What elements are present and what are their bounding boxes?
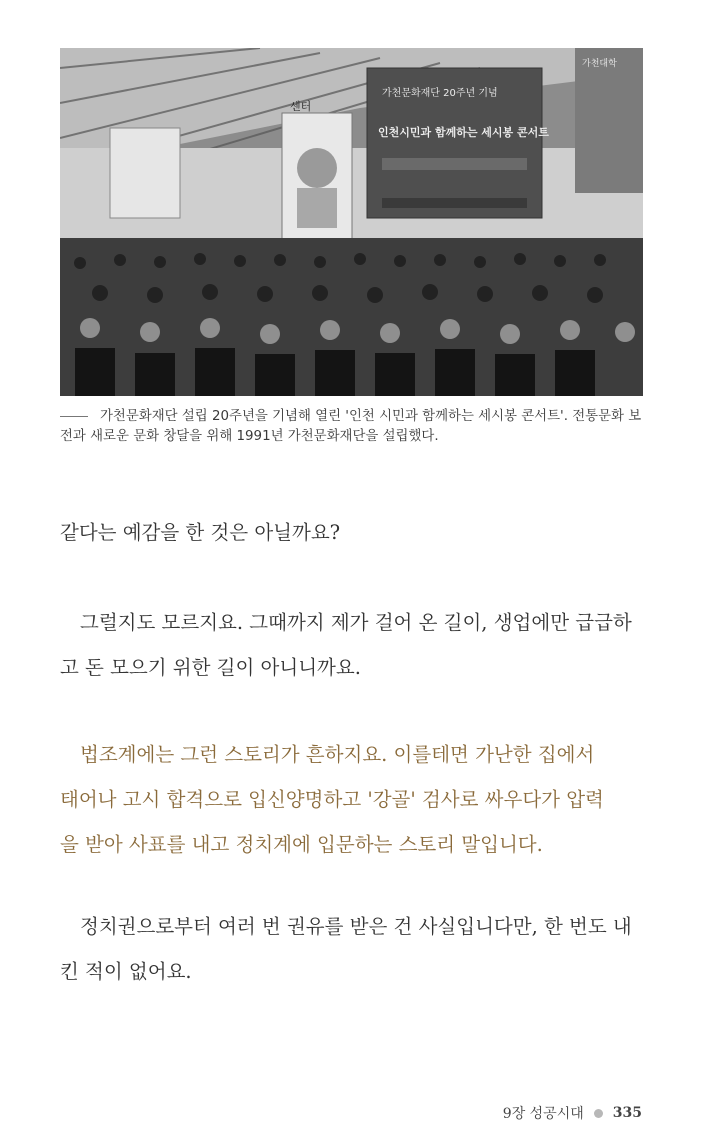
- caption-text: 가천문화재단 설립 20주년을 기념해 열린 '인천 시민과 함께하는 세시봉 콘서트'. 전통문화 보전과 새로운 문화 창달을 위해 1991년 가천문화재단을 설립했다.: [60, 409, 642, 444]
- paragraph-4: [60, 904, 645, 994]
- page-number: 335: [612, 1105, 642, 1121]
- p3-line1-text: 법조계에는 그런 스토리가 흔하지요. 이를테면 가난한 집에서: [80, 743, 595, 766]
- p4-line1: [60, 904, 645, 949]
- page-footer: [503, 1103, 642, 1123]
- p4-line2: 킨 적이 없어요.: [60, 960, 192, 983]
- paragraph-3: [60, 732, 645, 867]
- bullet-dot-icon: [594, 1109, 603, 1118]
- photo-caption: [60, 407, 645, 447]
- p2-line1-text: 그럴지도 모르지요. 그때까지 제가 걸어 온 길이, 생업에만 급급하: [80, 611, 632, 634]
- p3-line2: 태어나 고시 합격으로 입신양명하고 '강골' 검사로 싸우다가 압력: [60, 788, 604, 811]
- banner-title-text: 인천시민과 함께하는 세시봉 콘서트: [378, 126, 549, 139]
- p2-line1: [60, 600, 645, 645]
- banner-small-text: 가천문화재단 20주년 기념: [382, 88, 498, 99]
- p1-line1: 같다는 예감을 한 것은 아닐까요?: [60, 521, 341, 544]
- p3-line3: 을 받아 사표를 내고 정치계에 입문하는 스토리 말입니다.: [60, 833, 543, 856]
- p4-line1-text: 정치권으로부터 여러 번 권유를 받은 건 사실입니다만, 한 번도 내: [80, 915, 632, 938]
- caption-rule: [60, 416, 88, 417]
- right-sign-text: 가천대학: [582, 59, 617, 69]
- p3-line1: [60, 732, 645, 777]
- p2-line2: 고 돈 모으기 위한 길이 아니니까요.: [60, 656, 361, 679]
- paragraph-1: [60, 510, 645, 555]
- concert-photo: [60, 48, 643, 396]
- chapter-title: 9장 성공시대: [502, 1106, 584, 1122]
- left-sign-text: 센터: [290, 100, 312, 113]
- paragraph-2: [60, 600, 645, 690]
